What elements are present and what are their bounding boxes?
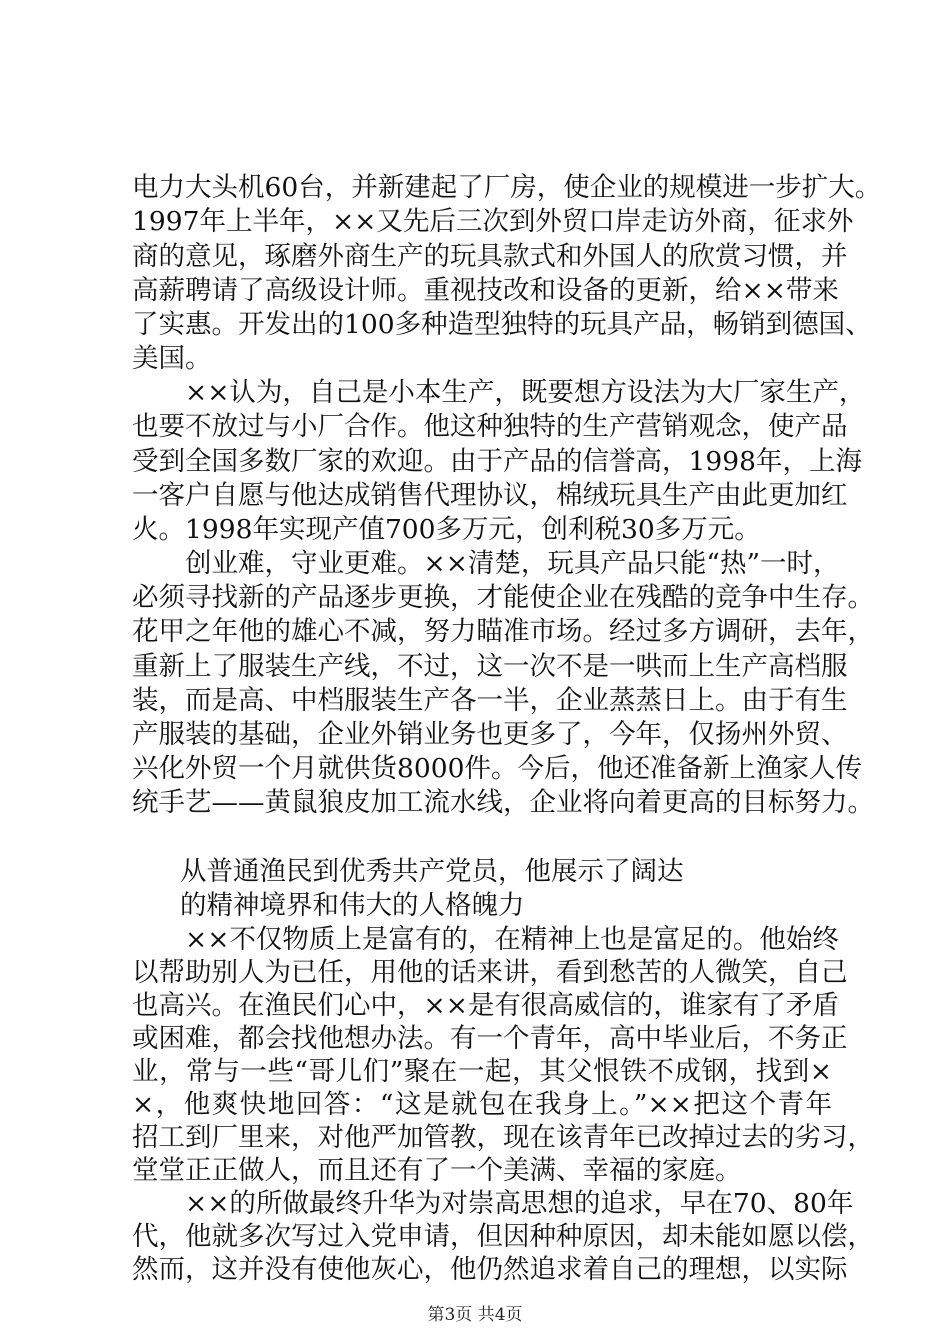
page-number-footer: 第3页 共4页 (427, 1305, 523, 1325)
text-line: 以帮助别人为已任，用他的话来讲，看到愁苦的人微笑，自己 (132, 957, 848, 988)
text-line: 装，而是高、中档服装生产各一半，企业蒸蒸日上。由于有生 (132, 685, 848, 716)
text-line: 招工到厂里来，对他严加管教，现在该青年已改掉过去的劣习， (132, 1122, 874, 1153)
text-line: 了实惠。开发出的100多种造型独特的玩具产品，畅销到德国、 (132, 309, 872, 340)
text-line: 1997年上半年，××又先后三次到外贸口岸走访外商，征求外 (132, 206, 854, 237)
text-line: 产服装的基础，企业外销业务也更多了，今年，仅扬州外贸、 (132, 719, 848, 750)
text-line: 也要不放过与小厂合作。他这种独特的生产营销观念，使产品 (132, 411, 848, 442)
text-line: 代，他就多次写过入党申请，但因种种原因，却未能如愿以偿， (132, 1221, 874, 1252)
text-line: 创业难，守业更难。××清楚，玩具产品只能“热”一时， (132, 548, 840, 579)
section-heading-line: 的精神境界和伟大的人格魄力 (180, 890, 525, 921)
text-line: 业，常与一些“哥儿们”聚在一起，其父恨铁不成钢，找到× (132, 1056, 832, 1087)
text-line: 一客户自愿与他达成销售代理协议，棉绒玩具生产由此更加红 (132, 480, 848, 511)
text-line: 重新上了服装生产线，不过，这一次不是一哄而上生产高档服 (132, 651, 848, 682)
text-line: 电力大头机60台，并新建起了厂房，使企业的规模进一步扩大。 (132, 172, 882, 203)
text-line: 高薪聘请了高级设计师。重视技改和设备的更新，给××带来 (132, 275, 839, 306)
text-line: ××不仅物质上是富有的，在精神上也是富足的。他始终 (132, 924, 839, 955)
text-line: 堂堂正正做人，而且还有了一个美满、幸福的家庭。 (132, 1155, 742, 1186)
text-line: 兴化外贸一个月就供货8000件。今后，他还准备新上渔家人传 (132, 753, 862, 784)
section-heading-line: 从普通渔民到优秀共产党员，他展示了阔达 (180, 856, 684, 887)
text-line: ××的所做最终升华为对崇高思想的追求，早在70、80年 (132, 1188, 854, 1219)
text-line: 也高兴。在渔民们心中，××是有很高威信的，谁家有了矛盾 (132, 990, 839, 1021)
text-line: 必须寻找新的产品逐步更换，才能使企业在残酷的竞争中生存。 (132, 582, 874, 613)
text-line: ×，他爽快地回答：“这是就包在我身上。”××把这个青年 (132, 1089, 832, 1120)
text-line: 或困难，都会找他想办法。有一个青年，高中毕业后，不务正 (132, 1023, 848, 1054)
text-line: 花甲之年他的雄心不减，努力瞄准市场。经过多方调研，去年， (132, 616, 874, 647)
text-line: 商的意见，琢磨外商生产的玩具款式和外国人的欣赏习惯，并 (132, 241, 848, 272)
text-line: 受到全国多数厂家的欢迎。由于产品的信誉高，1998年，上海 (132, 446, 862, 477)
text-line: 火。1998年实现产值700多万元，创利税30多万元。 (132, 514, 761, 545)
text-line: 美国。 (132, 343, 212, 374)
text-line: 然而，这并没有使他灰心，他仍然追求着自己的理想，以实际 (132, 1254, 848, 1285)
text-line: ××认为，自己是小本生产，既要想方设法为大厂家生产， (132, 377, 866, 408)
text-line: 统手艺——黄鼠狼皮加工流水线，企业将向着更高的目标努力。 (132, 787, 874, 818)
